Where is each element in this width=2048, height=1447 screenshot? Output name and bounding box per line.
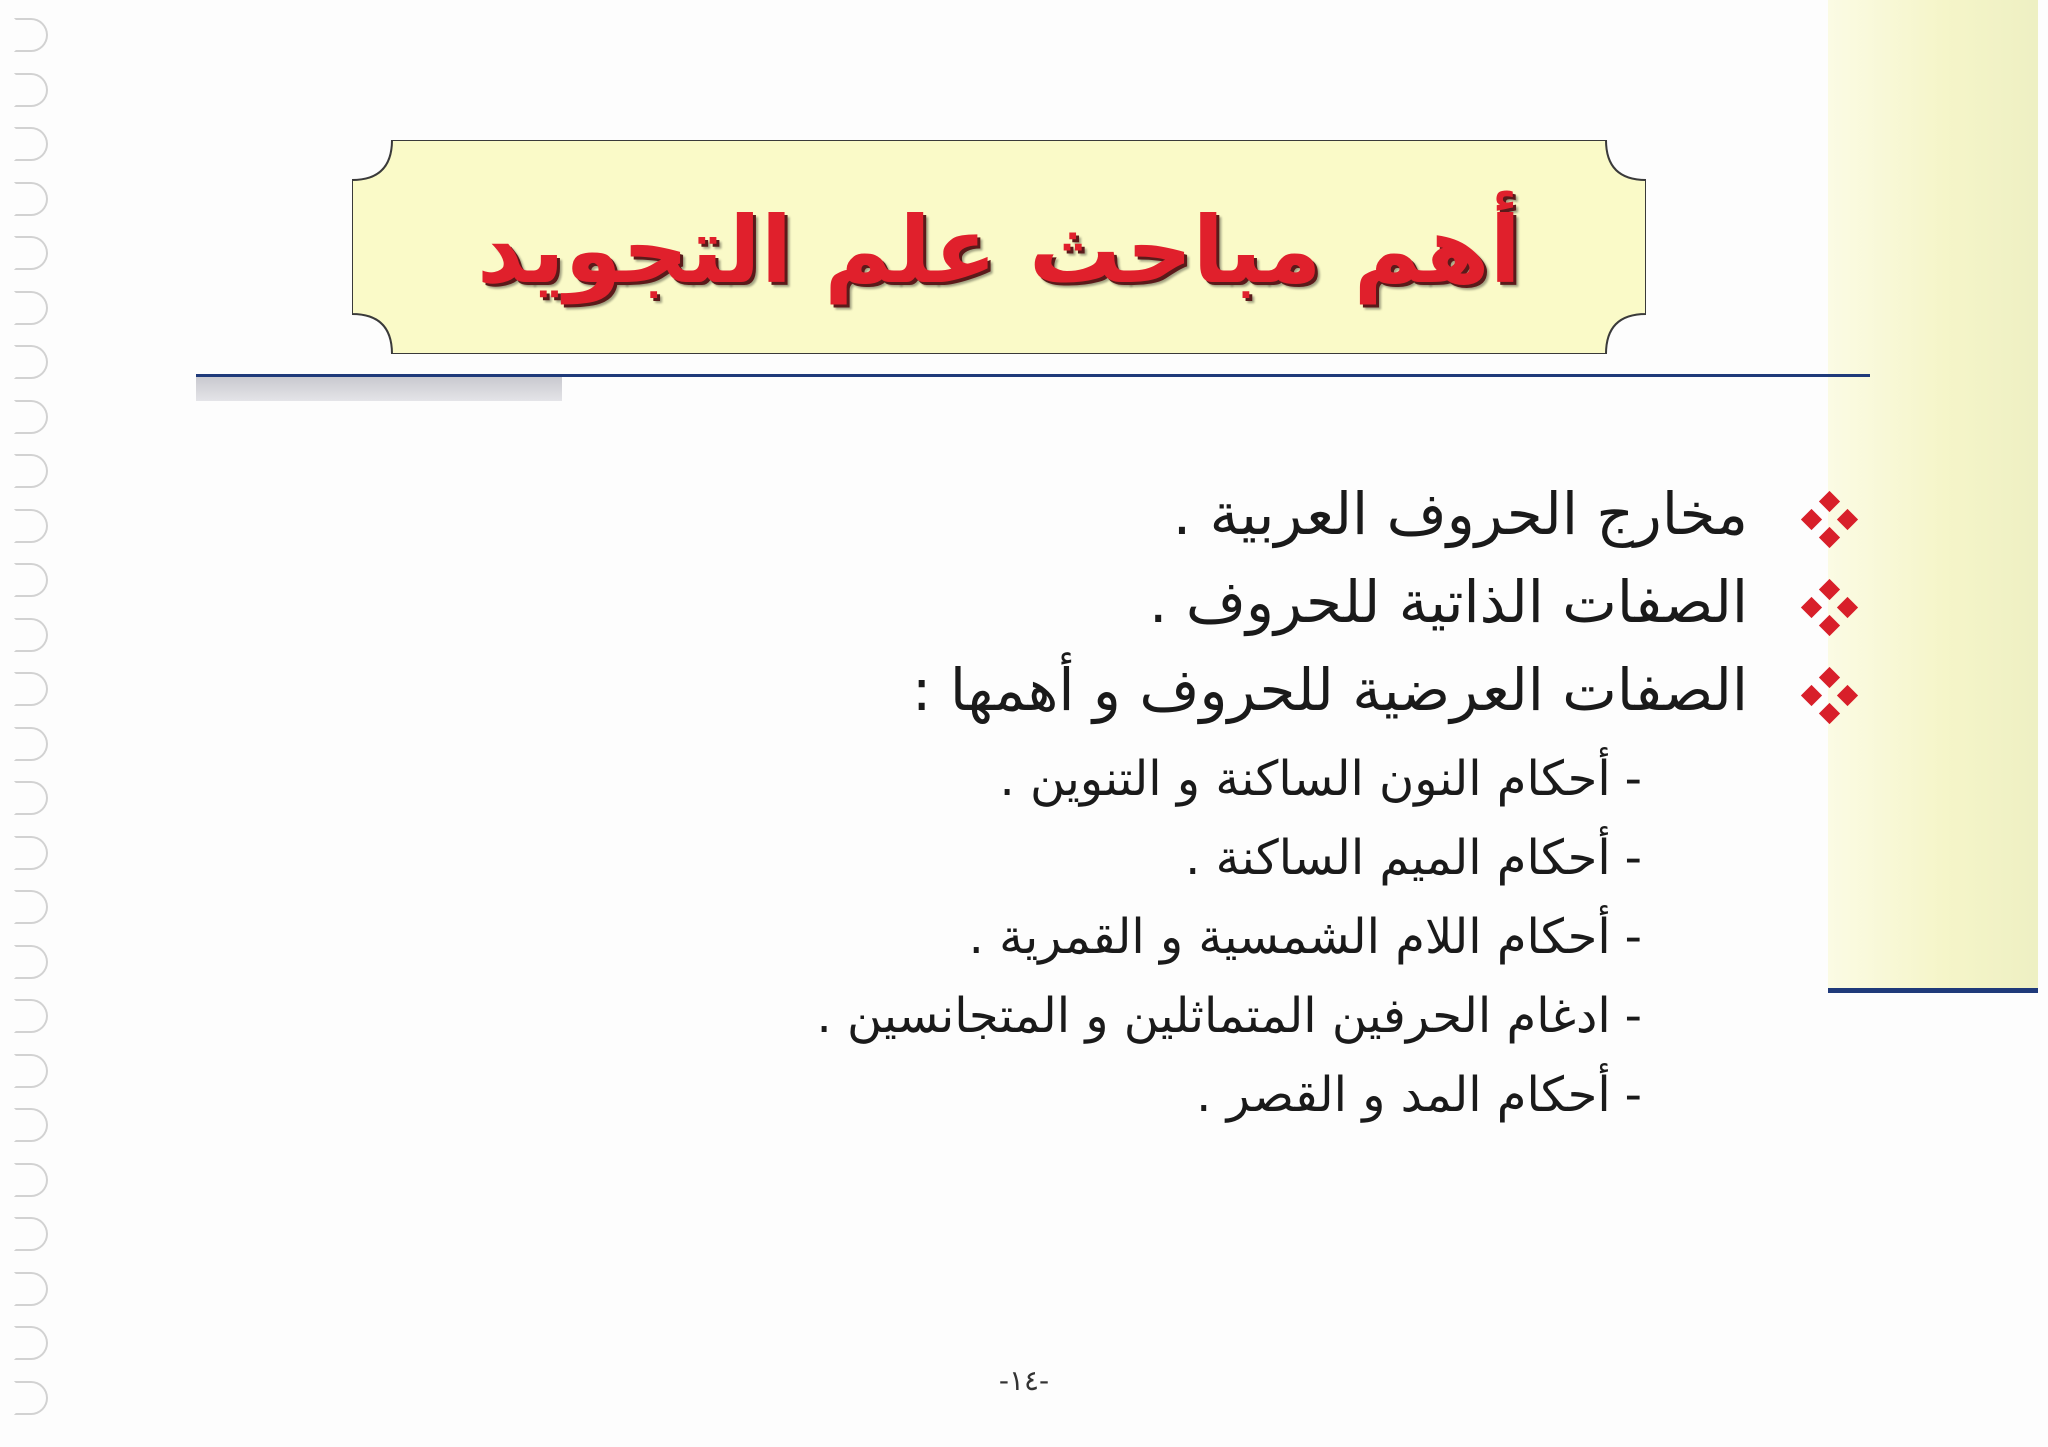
binding-hole: [14, 563, 48, 597]
sub-list-item: [542, 977, 1642, 1056]
title-rule: [196, 374, 1870, 377]
binding-hole: [14, 999, 48, 1033]
sub-item-text: أحكام المد و القصر .: [1196, 1067, 1611, 1123]
binding-hole: [14, 836, 48, 870]
binding-hole: [14, 1217, 48, 1251]
main-bullet-list: [548, 470, 1748, 734]
binding-hole: [14, 781, 48, 815]
title-plaque: [352, 140, 1646, 354]
side-color-band: [1828, 0, 2038, 990]
binding-hole: [14, 454, 48, 488]
binding-hole: [14, 127, 48, 161]
sub-item-text: ادغام الحرفين المتماثلين و المتجانسين .: [816, 988, 1611, 1044]
four-diamond-icon: [1802, 668, 1858, 724]
sub-list-item: [542, 740, 1642, 819]
sub-list-item: [542, 819, 1642, 898]
sub-list-item: [542, 1056, 1642, 1135]
dash-marker: -: [1624, 909, 1642, 965]
list-item-text: مخارج الحروف العربية .: [1172, 480, 1748, 548]
title-rule-shadow: [196, 377, 562, 401]
four-diamond-icon: [1802, 580, 1858, 636]
list-item: [548, 470, 1748, 558]
four-diamond-icon: [1802, 492, 1858, 548]
dash-marker: -: [1624, 830, 1642, 886]
binding-hole: [14, 291, 48, 325]
sub-list: [542, 740, 1642, 1135]
binding-hole: [14, 1054, 48, 1088]
list-item-text: الصفات العرضية للحروف و أهمها :: [911, 656, 1748, 724]
binding-hole: [14, 890, 48, 924]
binding-hole: [14, 1163, 48, 1197]
binding-hole: [14, 618, 48, 652]
binding-hole: [14, 18, 48, 52]
binding-hole: [14, 945, 48, 979]
binding-hole: [14, 400, 48, 434]
binding-hole: [14, 672, 48, 706]
binding-hole: [14, 1108, 48, 1142]
list-item: [548, 558, 1748, 646]
sub-item-text: أحكام الميم الساكنة .: [1185, 830, 1611, 886]
list-item: [548, 646, 1748, 734]
sub-item-text: أحكام اللام الشمسية و القمرية .: [968, 909, 1611, 965]
spiral-binding: [14, 18, 54, 1438]
binding-hole: [14, 1272, 48, 1306]
list-item-text: الصفات الذاتية للحروف .: [1149, 568, 1748, 636]
binding-hole: [14, 73, 48, 107]
dash-marker: -: [1624, 1067, 1642, 1123]
binding-hole: [14, 1326, 48, 1360]
binding-hole: [14, 509, 48, 543]
page-number: -١٤-: [998, 1364, 1050, 1397]
page-title: أهم مباحث علم التجويد: [476, 196, 1522, 304]
side-band-rule: [1828, 988, 2038, 993]
binding-hole: [14, 345, 48, 379]
dash-marker: -: [1624, 751, 1642, 807]
sub-list-item: [542, 898, 1642, 977]
dash-marker: -: [1624, 988, 1642, 1044]
binding-hole: [14, 727, 48, 761]
sub-item-text: أحكام النون الساكنة و التنوين .: [999, 751, 1611, 807]
binding-hole: [14, 182, 48, 216]
binding-hole: [14, 236, 48, 270]
